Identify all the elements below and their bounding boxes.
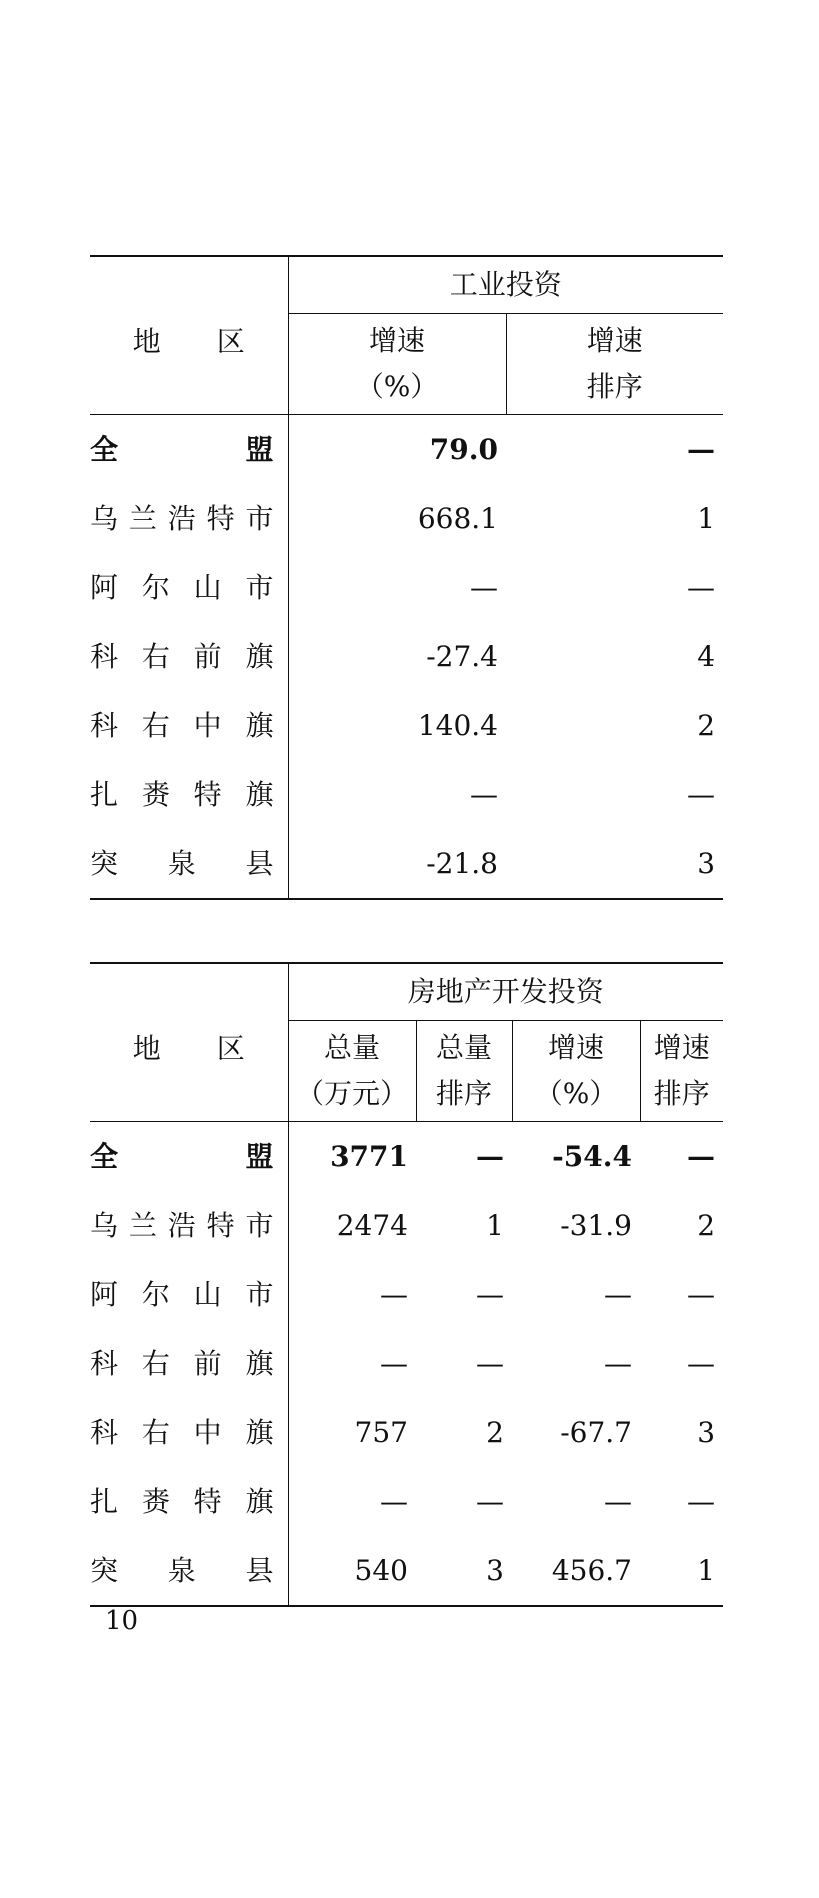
region-char: 阿	[90, 570, 119, 604]
col-header-line: 排序	[653, 1077, 710, 1110]
region-char: 科	[90, 1346, 119, 1380]
table-row	[90, 1260, 723, 1329]
region-char: 旗	[245, 777, 274, 811]
col-header-line: 排序	[435, 1077, 492, 1110]
region-char: 市	[245, 570, 274, 604]
region-cell	[90, 1329, 288, 1398]
growth-cell: 79.0	[288, 415, 506, 485]
total-rank-cell: —	[476, 1277, 504, 1311]
col-header-growth	[288, 314, 506, 415]
rank-cell: 3	[506, 829, 723, 899]
region-name	[90, 829, 288, 898]
growth-cell: -31.9	[560, 1208, 632, 1242]
region-cell	[90, 760, 288, 829]
table-row	[90, 829, 723, 899]
region-char: 浩	[167, 501, 196, 535]
region-name	[90, 1329, 288, 1398]
region-char: 泉	[167, 1553, 196, 1587]
region-char: 赉	[141, 777, 170, 811]
total-cell: 3771	[288, 1122, 416, 1192]
region-char: 扎	[90, 777, 119, 811]
total-cell: —	[288, 1467, 416, 1536]
region-char: 乌	[90, 501, 119, 535]
region-cell	[90, 829, 288, 899]
region-char: 阿	[90, 1277, 119, 1311]
region-char: 县	[245, 1553, 274, 1587]
region-char: 突	[90, 846, 119, 880]
table-row	[90, 1536, 723, 1606]
growth-rank-cell: —	[687, 1277, 716, 1311]
region-name	[90, 760, 288, 829]
col-header-total-rank	[416, 1021, 512, 1122]
col-header-line: （%）	[534, 1077, 618, 1110]
growth-rank-cell: 2	[697, 1208, 716, 1242]
region-char: 突	[90, 1553, 119, 1587]
region-name	[90, 553, 288, 622]
region-char: 县	[245, 846, 274, 880]
table-row	[90, 1329, 723, 1398]
region-cell	[90, 691, 288, 760]
total-rank-cell: 1	[486, 1208, 504, 1242]
region-char: 特	[193, 777, 222, 811]
region-char: 前	[193, 639, 222, 673]
region-cell	[90, 1398, 288, 1467]
region-char: 旗	[245, 1484, 274, 1518]
col-header-line: 增速	[368, 324, 425, 357]
col-header-line: （%）	[355, 370, 439, 403]
region-char: 特	[206, 501, 235, 535]
region-cell	[90, 1467, 288, 1536]
table-row	[90, 691, 723, 760]
growth-rank-cell: —	[687, 1346, 716, 1380]
growth-cell: 456.7	[512, 1536, 640, 1606]
table-row	[90, 1191, 723, 1260]
region-char: 市	[245, 1208, 274, 1242]
region-name	[90, 415, 288, 484]
growth-cell: —	[604, 1277, 632, 1311]
growth-cell: -21.8	[288, 829, 506, 899]
table-row	[90, 1467, 723, 1536]
region-char: 旗	[245, 1415, 274, 1449]
growth-rank-cell: 3	[697, 1415, 716, 1449]
rank-cell: 2	[697, 708, 716, 742]
col-header-line: 总量	[323, 1031, 380, 1064]
growth-cell: —	[288, 553, 506, 622]
region-name	[90, 1467, 288, 1536]
region-char: 特	[193, 1484, 222, 1518]
growth-cell: -54.4	[552, 1139, 632, 1173]
table-row	[90, 1398, 723, 1467]
region-char: 兰	[128, 1208, 157, 1242]
region-cell	[90, 415, 288, 485]
region-char: 市	[245, 501, 274, 535]
region-name	[90, 484, 288, 553]
col-header-growth	[512, 1021, 640, 1122]
region-name	[90, 1191, 288, 1260]
region-cell	[90, 553, 288, 622]
growth-cell: -67.7	[560, 1415, 632, 1449]
rank-cell: 4	[697, 639, 716, 673]
region-cell	[90, 622, 288, 691]
region-char: 浩	[167, 1208, 196, 1242]
table-row	[90, 484, 723, 553]
col-header-line: 排序	[586, 370, 643, 403]
total-rank-cell: 3	[416, 1536, 512, 1606]
region-char: 尔	[141, 1277, 170, 1311]
region-cell	[90, 1191, 288, 1260]
col-header-line: 增速	[586, 324, 643, 357]
col-header-rank	[506, 314, 723, 415]
group-header: 工业投资	[288, 256, 723, 314]
growth-rank-cell: 1	[640, 1536, 723, 1606]
col-header-line: 增速	[547, 1031, 604, 1064]
region-header: 地 区	[90, 963, 288, 1122]
region-char: 右	[141, 708, 170, 742]
table-row	[90, 553, 723, 622]
col-header-line: 增速	[653, 1031, 710, 1064]
region-name	[90, 1398, 288, 1467]
region-char: 右	[141, 1415, 170, 1449]
col-header-total	[288, 1021, 416, 1122]
growth-cell: 140.4	[288, 691, 506, 760]
region-char: 兰	[128, 501, 157, 535]
group-header: 房地产开发投资	[288, 963, 723, 1021]
total-rank-cell: 2	[486, 1415, 504, 1449]
region-char: 右	[141, 639, 170, 673]
growth-rank-cell: —	[687, 1484, 716, 1518]
region-name	[90, 622, 288, 691]
region-cell	[90, 1536, 288, 1606]
region-char: 旗	[245, 708, 274, 742]
rank-cell: —	[687, 432, 716, 466]
region-char: 科	[90, 639, 119, 673]
region-char: 旗	[245, 1346, 274, 1380]
rank-cell: 1	[697, 501, 716, 535]
region-cell	[90, 484, 288, 553]
region-char: 右	[141, 1346, 170, 1380]
industrial-investment-table	[90, 255, 723, 900]
region-char: 乌	[90, 1208, 119, 1242]
growth-cell: —	[604, 1346, 632, 1380]
total-cell: 540	[288, 1536, 416, 1606]
total-rank-cell: —	[476, 1484, 504, 1518]
region-char: 全	[90, 1139, 119, 1173]
col-header-line: 总量	[435, 1031, 492, 1064]
growth-rank-cell: —	[687, 1139, 716, 1173]
total-cell: 2474	[288, 1191, 416, 1260]
growth-cell: -27.4	[288, 622, 506, 691]
total-rank-cell: —	[476, 1346, 504, 1380]
rank-cell: —	[687, 570, 716, 604]
table-body	[90, 415, 723, 900]
table-body	[90, 1122, 723, 1607]
table-row	[90, 622, 723, 691]
region-char: 赉	[141, 1484, 170, 1518]
region-char: 中	[193, 1415, 222, 1449]
total-cell: —	[288, 1260, 416, 1329]
region-name	[90, 1536, 288, 1605]
region-char: 盟	[245, 1139, 274, 1173]
region-char: 科	[90, 708, 119, 742]
region-char: 特	[206, 1208, 235, 1242]
region-cell	[90, 1122, 288, 1192]
region-char: 山	[193, 1277, 222, 1311]
region-cell	[90, 1260, 288, 1329]
growth-cell: —	[604, 1484, 632, 1518]
real-estate-investment-table	[90, 962, 723, 1607]
region-char: 科	[90, 1415, 119, 1449]
region-char: 扎	[90, 1484, 119, 1518]
region-name	[90, 1122, 288, 1191]
region-name	[90, 691, 288, 760]
region-char: 全	[90, 432, 119, 466]
table-row	[90, 1122, 723, 1192]
region-header: 地 区	[90, 256, 288, 415]
total-rank-cell: —	[476, 1139, 504, 1173]
table-row	[90, 415, 723, 485]
total-cell: —	[288, 1329, 416, 1398]
table-row	[90, 760, 723, 829]
region-char: 旗	[245, 639, 274, 673]
growth-cell: 668.1	[288, 484, 506, 553]
page-number: 10	[105, 1606, 139, 1636]
region-char: 前	[193, 1346, 222, 1380]
region-name	[90, 1260, 288, 1329]
total-cell: 757	[288, 1398, 416, 1467]
region-char: 盟	[245, 432, 274, 466]
col-header-growth-rank	[640, 1021, 723, 1122]
region-char: 山	[193, 570, 222, 604]
region-char: 泉	[167, 846, 196, 880]
col-header-line: （万元）	[295, 1077, 408, 1110]
region-char: 中	[193, 708, 222, 742]
region-char: 市	[245, 1277, 274, 1311]
growth-cell: —	[288, 760, 506, 829]
rank-cell: —	[687, 777, 716, 811]
region-char: 尔	[141, 570, 170, 604]
